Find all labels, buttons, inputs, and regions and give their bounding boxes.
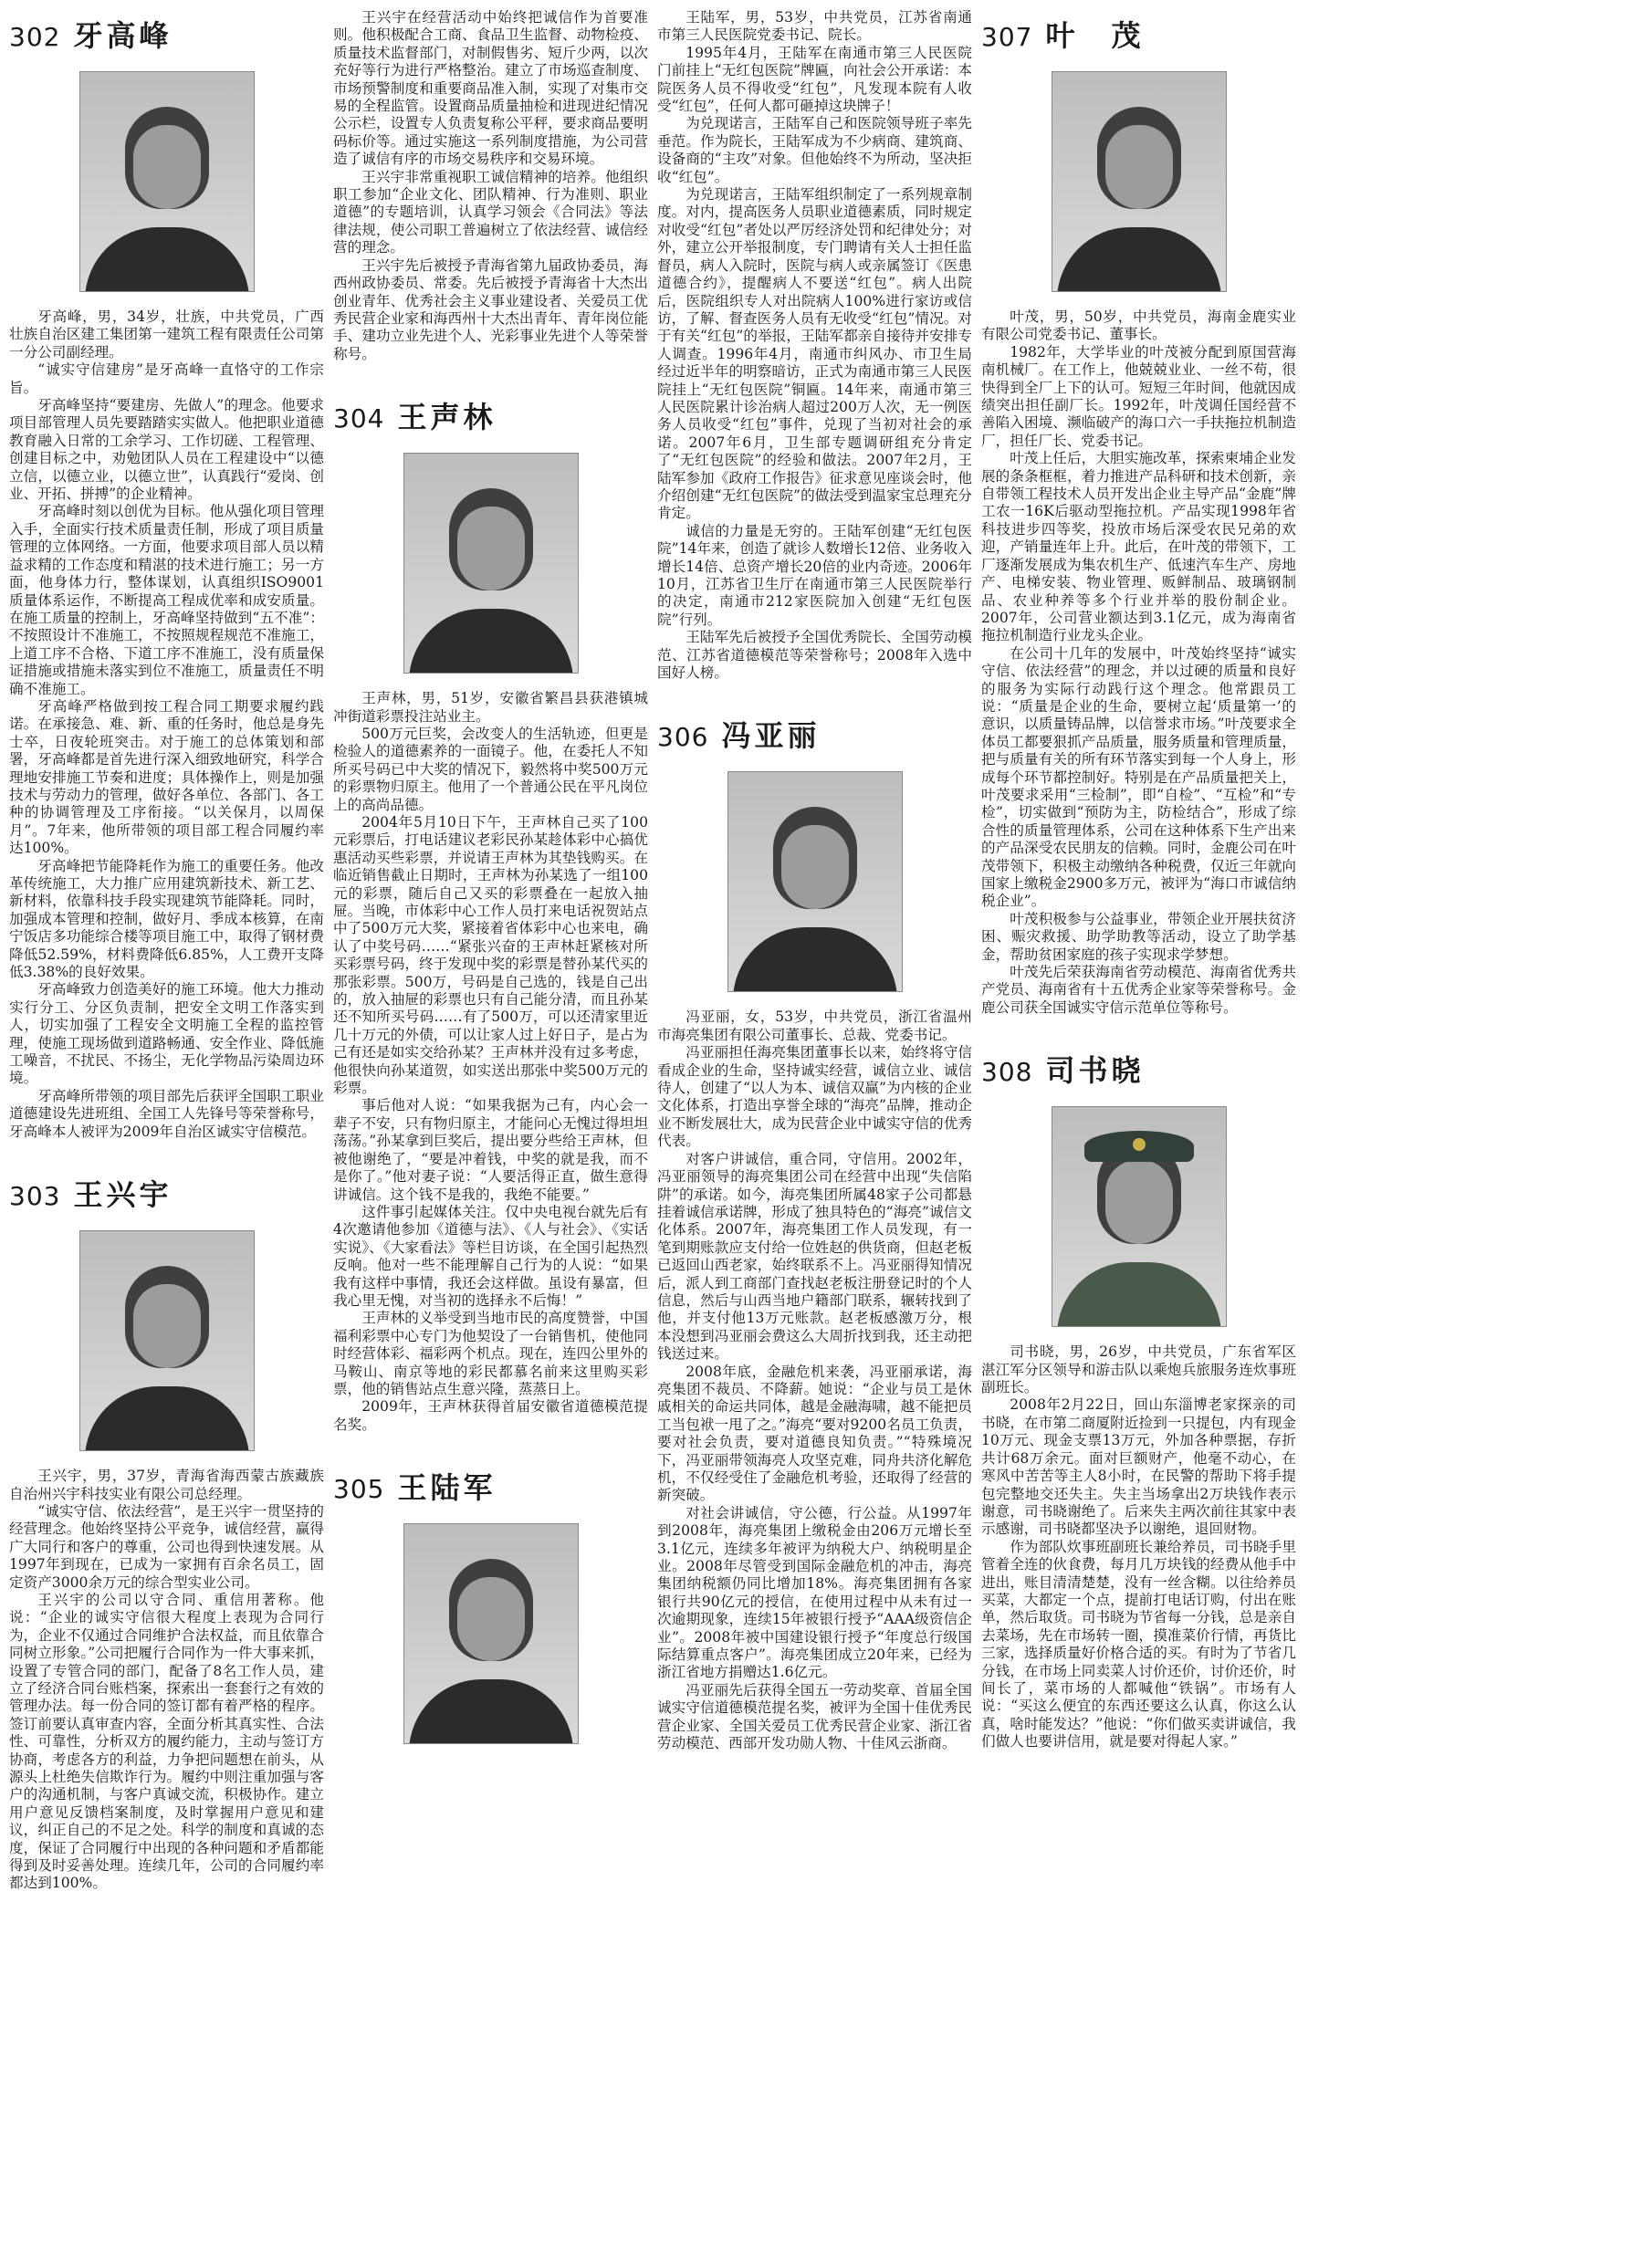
paragraph: 王陆军先后被授予全国优秀院长、全国劳动模范、江苏省道德模范等荣誉称号；2008年入选中国好人榜。 — [657, 629, 972, 682]
paragraph: 2008年2月22日，回山东淄博老家探亲的司书晓，在市第二商厦附近捡到一只提包，内有现金10万元、现金支票13万元，外加各种票据，存折共计68万余元。面对巨额财产，他毫不动心，在寒风中苦苦等主人8小时，在民警的帮助下将手提包完整地交还失主。失主当场拿出2万块钱作表示谢意，司书晓谢绝了。后来失主两次前往其家中表示感谢，司书晓都坚决予以谢绝，退回财物。 — [981, 1396, 1296, 1538]
paragraph: 对社会讲诚信，守公德，行公益。从1997年到2008年，海亮集团上缴税金由206万元增长至3.1亿元，连续多年被评为纳税大户、纳税明星企业。2008年尽管受到国际金融危机的冲击，海亮集团纳税额仍同比增加18%。海亮集团拥有各家银行共90亿元的授信，在使用过程中从未有过一次逾期现象，连续15年被银行授予“AAA级资信企业”。2008年被中国建设银行授予“年度总行级国际结算重点客户”。海亮集团成立20年来，已经为浙江省地方捐赠达1.6亿元。 — [657, 1504, 972, 1681]
paragraph: 事后他对人说：“如果我据为己有，内心会一辈子不安，只有物归原主，才能问心无愧过得坦坦荡荡。”孙某拿到巨奖后，提出要分些给王声林，但被他谢绝了，“要是冲着钱，中奖的就是我，而不是你了。”他对妻子说：“人要活得正直，做生意得讲诚信。这个钱不是我的，我绝不能要。” — [333, 1097, 648, 1203]
paragraph: 王声林，男，51岁，安徽省繁昌县获港镇城冲街道彩票投注站业主。 — [333, 690, 648, 725]
entry-header — [981, 13, 1296, 55]
paragraph: 司书晓，男，26岁，中共党员，广东省军区湛江军分区领导和游击队以乘炮兵旅服务连炊事班副班长。 — [981, 1343, 1296, 1396]
paragraph: 1995年4月，王陆军在南通市第三人民医院门前挂上“无红包医院”牌匾，向社会公开承诺：本院医务人员不得收受“红包”，凡发现本院有人收受“红包”，任何人都可砸掉这块牌子！ — [657, 44, 972, 115]
portrait-photo — [1052, 71, 1227, 292]
paragraph: 王兴宇先后被授予青海省第九届政协委员，海西州政协委员、常委。先后被授予青海省十大杰出创业青年、优秀社会主义事业建设者、关爱员工优秀民营企业家和海西州十大杰出青年、青年岗位能手、建功立业先进个人、光彩事业先进个人等荣誉称号。 — [333, 256, 648, 362]
portrait-photo — [403, 453, 579, 674]
entry-body — [333, 690, 648, 1434]
entry-name: 牙高峰 — [73, 18, 173, 53]
paragraph: 这件事引起媒体关注。仅中央电视台就先后有4次邀请他参加《道德与法》、《人与社会》、《实话实说》、《大家看法》等栏目访谈，在全国引起热烈反响。他对一些不能理解自己行为的人说：“如果我有这样中事情，我还会这样做。虽设有暴富，但我心里无愧，对当初的选择永不后悔！” — [333, 1203, 648, 1309]
paragraph: 2004年5月10日下午，王声林自己买了100元彩票后，打电话建议老彩民孙某趁体彩中心搞优惠活动买些彩票，并说请王声林为其垫钱购买。在临近销售截止日期时，王声林为孙某选了一组100元的彩票，随后自己又买的彩票叠在一起放入抽屉。当晚，市体彩中心工作人员打来电话祝贺站点中了500万元大奖，紧接着省体彩中心也来电，确认了中奖号码……“紧张兴奋的王声林赶紧核对所买彩票号码，终于发现中奖的彩票是替孙某代买的那张彩票。500万，号码是自己选的，钱是自己出的，放入抽屉的彩票也只有自己能分清，而且孙某还不知所买号码……有了500万，可以还清家里近几十万元的外债，可以让家人过上好日子，是占为己有还是如实交给孙某？王声林并没有过多考虑，他很快向孙某道贺，如实送出那张中奖500万元的彩票。 — [333, 813, 648, 1097]
entry-number: 306 — [657, 722, 709, 753]
entry-name: 王声林 — [397, 400, 497, 435]
portrait-photo — [1052, 1106, 1227, 1327]
paragraph: 牙高峰所带领的项目部先后获评全国职工职业道德建设先进班组、全国工人先锋号等荣誉称号，牙高峰本人被评为2009年自治区诚实守信模范。 — [9, 1087, 324, 1140]
entry-name: 叶 茂 — [1045, 18, 1145, 53]
paragraph: 叶茂先后荣获海南省劳动模范、海南省优秀共产党员、海南省有十五优秀企业家等荣誉称号。金鹿公司获全国诚实守信示范单位等称号。 — [981, 964, 1296, 1016]
paragraph: 王兴宇的公司以守合同、重信用著称。他说：“企业的诚实守信很大程度上表现为合同行为，企业不仅通过合同维护合法权益，而且依靠合同树立形象。”公司把履行合同作为一件大事来抓，设置了专管合同的部门，配备了8名工作人员，建立了经济合同台账档案，探索出一套套行之有效的管理办法。每一份合同的签订都有着严格的程序。签订前要认真审查内容，全面分析其真实性、合法性、可靠性，分析双方的履约能力，主动与签订方协商，考虑各方的利益，力争把问题想在前头，从源头上杜绝失信欺诈行为。履约中则注重加强与客户的沟通机制，与客户真诚交流，积极协作。建立用户意见反馈档案制度，及时掌握用户意见和建议，纠正自己的不足之处。科学的制度和真诚的态度，保证了合同履行中出现的各种问题和矛盾都能得到及时妥善处理。连续几年，公司的合同履约率都达到100%。 — [9, 1591, 324, 1892]
paragraph: 王兴宇在经营活动中始终把诚信作为首要准则。他积极配合工商、食品卫生监督、动物检疫、质量技术监督部门，对制假售劣、短斤少两，以次充好等行为进行严格整治。建立了市场巡查制度、市场预警制度和重要商品准入制，实现了对集市交易的全程监管。设置商品质量抽检和进现进纪情况公示栏，设置专人负责复称公平秤，要求商品要明码标价等。通过实施这一系列制度措施，为公司营造了诚信有序的市场交易秩序和交易环境。 — [333, 9, 648, 168]
entry-body — [9, 1468, 324, 1893]
paragraph: 诚信的力量是无穷的。王陆军创建“无红包医院”14年来，创造了就诊人数增长12倍、业务收入增长14倍、总资产增长20倍的业内奇迹。2006年10月，江苏省卫生厅在南通市第三人民医院举行的决定，南通市212家医院加入创建“无红包医院”行列。 — [657, 522, 972, 628]
entry-303-continued — [333, 9, 648, 363]
entry-header — [657, 713, 972, 755]
paragraph: 王陆军，男，53岁，中共党员，江苏省南通市第三人民医院党委书记、院长。 — [657, 9, 972, 44]
portrait-photo — [79, 71, 255, 292]
entry-header — [333, 1465, 648, 1507]
entry-name: 王兴宇 — [73, 1177, 173, 1213]
entry-name: 司书晓 — [1045, 1053, 1145, 1089]
entry-header — [9, 13, 324, 55]
paragraph: 冯亚丽先后获得全国五一劳动奖章、首届全国诚实守信道德模范提名奖，被评为全国十佳优秀民营企业家、全国关爱员工优秀民营企业家、浙江省劳动模范、西部开发功勋人物、十佳风云浙商。 — [657, 1681, 972, 1752]
paragraph: 牙高峰坚持“要建房、先做人”的理念。他要求项目部管理人员先要踏踏实实做人。他把职业道德教育融入日常的工余学习、工作切磋、工程管理、创建目标之中，劝勉团队人员在工程建设中“以德立信，以德立业，以德立世”，认真践行“爱岗、创业、开拓、拼搏”的企业精神。 — [9, 397, 324, 503]
paragraph: 牙高峰时刻以创优为目标。他从强化项目管理入手，全面实行技术质量责任制，形成了项目质量管理的立体网络。一方面，他要求项目部人员以精益求精的工作态度和精湛的技术进行施工；另一方面，他身体力行，整体谋划，认真组织ISO9001质量体系运作，不断提高工程成优率和成安质量。在施工质量的控制上，牙高峰坚持做到“五不准”：不按照设计不准施工，不按照规程规范不准施工，上道工序不合格、下道工序不准施工，没有质量保证措施或措施未落实到位不准施工，质量责任不明确不准施工。 — [9, 503, 324, 697]
entry-body — [981, 308, 1296, 1017]
entry-body — [981, 1343, 1296, 1751]
entry-number: 308 — [981, 1057, 1033, 1088]
paragraph: 王兴宇，男，37岁，青海省海西蒙古族藏族自治州兴宇科技实业有限公司总经理。 — [9, 1468, 324, 1502]
paragraph: 冯亚丽，女，53岁，中共党员，浙江省温州市海亮集团有限公司董事长、总裁、党委书记。 — [657, 1009, 972, 1043]
column-2 — [333, 9, 648, 2263]
paragraph: “诚实守信、依法经营”，是王兴宇一贯坚持的经营理念。他始终坚持公平竞争，诚信经营，赢得广大同行和客户的尊重，公司也得到快速发展。从1997年到现在，已成为一家拥有百余名员工，固定资产3000余万元的综合型实业公司。 — [9, 1502, 324, 1591]
portrait-photo — [79, 1230, 255, 1451]
paragraph: 王声林的义举受到当地市民的高度赞誉，中国福利彩票中心专门为他契设了一台销售机，使他同时经营体彩、福彩两个机点。现在，连四公里外的马鞍山、南京等地的彩民都慕名前来这里购买彩票，他的销售站点生意兴隆，蒸蒸日上。 — [333, 1310, 648, 1397]
entry-number: 307 — [981, 22, 1033, 52]
paragraph: 牙高峰把节能降耗作为施工的重要任务。他改革传统施工，大力推广应用建筑新技术、新工艺、新材料，依靠科技手段实现建筑节能降耗。同时，加强成本管理和控制，做好月、季成本核算，在南宁饭店多功能综合楼等项目施工中，取得了钢材费降低52.59%，材料费降低6.85%，人工费开支降低3.38%的良好效果。 — [9, 857, 324, 981]
portrait-photo — [403, 1523, 579, 1744]
paragraph: 2008年底，金融危机来袭，冯亚丽承诺，海亮集团不裁员、不降薪。她说：“企业与员工是休戚相关的命运共同体，越是金融海啸，越不能把员工当包袱一甩了之。”海亮“要对9200名员工负责，要对社会负责，要对道德良知负责。”“特殊境况下，冯亚丽带领海亮人攻坚克难，同舟共济化解危机，不仅经受住了金融危机考验，还取得了经营的新突破。 — [657, 1363, 972, 1504]
entry-304 — [333, 394, 648, 1434]
entry-307 — [981, 13, 1296, 1017]
entry-number: 302 — [9, 22, 61, 52]
entry-302 — [9, 13, 324, 1141]
entry-body — [9, 308, 324, 1141]
paragraph: 为兑现诺言，王陆军自己和医院领导班子率先垂范。作为院长，王陆军成为不少病商、建筑商、设备商的“主攻”对象。但他始终不为所动，坚决拒收“红包”。 — [657, 115, 972, 185]
paragraph: 1982年，大学毕业的叶茂被分配到原国营海南机械厂。在工作上，他兢兢业业、一丝不苟，很快得到全厂上下的认可。短短三年时间，他就因成绩突出担任副厂长。1992年，叶茂调任国经营不善陷入困境、濒临破产的海口六一手扶拖拉机制造厂，担任厂长、党委书记。 — [981, 343, 1296, 449]
entry-body — [657, 1009, 972, 1752]
paragraph: 冯亚丽担任海亮集团董事长以来，始终将守信看成企业的生命，坚持诚实经营，诚信立业、诚信待人，创建了“以人为本、诚信双赢”为内核的企业文化体系，打造出享誉全球的“海亮”品牌，推动企业不断发展壮大，成为民营企业中诚实守信的优秀代表。 — [657, 1044, 972, 1150]
entry-header — [9, 1172, 324, 1214]
entry-name: 王陆军 — [397, 1470, 497, 1506]
paragraph: 牙高峰，男，34岁，壮族，中共党员，广西壮族自治区建工集团第一建筑工程有限责任公司第一分公司副经理。 — [9, 308, 324, 361]
entry-header — [981, 1048, 1296, 1090]
portrait-photo — [727, 771, 903, 992]
entry-308 — [981, 1048, 1296, 1751]
entry-305-body — [657, 9, 972, 682]
entry-name: 冯亚丽 — [721, 718, 821, 754]
column-3 — [657, 9, 972, 2263]
paragraph: 2009年，王声林获得首届安徽省道德模范提名奖。 — [333, 1398, 648, 1433]
entry-header — [333, 394, 648, 436]
paragraph: 叶茂积极参与公益事业，带领企业开展扶贫济困、赈灾救援、助学助教等活动，设立了助学基金，帮助贫困家庭的孩子实现求学梦想。 — [981, 910, 1296, 963]
paragraph: 在公司十几年的发展中，叶茂始终坚持“诚实守信、依法经营”的理念，并以过硬的质量和良好的服务为实际行动践行这个理念。他常跟员工说：“质量是企业的生命，要树立起‘质量第一’的意识，以质量铸品牌，以信誉求市场。”叶茂要求全体员工都要狠抓产品质量，服务质量和管理质量，把与质量有关的所有环节落实到每一个人身上，形成每个环节都控制好。特别是在产品质量把关上，叶茂要求采用“三检制”，即“自检”、“互检”和“专检”，切实做到“预防为主，防检结合”，形成了综合性的质量管理体系，公司在这种体系下生产出来的产品深受农民朋友的信赖。同时，金鹿公司在叶茂带领下，积极主动缴纳各种税费，仅近三年就向国家上缴税金2900多万元，被评为“海口市诚信纳税企业”。 — [981, 644, 1296, 910]
entry-306 — [657, 713, 972, 1752]
paragraph: 牙高峰致力创造美好的施工环境。他大力推动实行分工、分区负责制，把安全文明工作落实到人，切实加强了工程安全文明施工全程的监控管理，使施工现场做到道路畅通、安全作业、降低施工噪音，不扰民、不扬尘，无化学物品污染周边环境。 — [9, 981, 324, 1087]
entry-number: 304 — [333, 403, 385, 434]
paragraph: 500万元巨奖，会改变人的生活轨迹，但更是检验人的道德素养的一面镜子。他，在委托人不知所买号码已中大奖的情况下，毅然将中奖500万元的彩票物归原主。他用了一个普通公民在平凡岗位上的高尚品德。 — [333, 725, 648, 813]
paragraph: 作为部队炊事班副班长兼给养员，司书晓手里管着全连的伙食费，每月几万块钱的经费从他手中进出，账目清清楚楚，没有一丝含糊。以往给养员买菜，大都定一个点，提前打电话订购，付出在账单，然后取货。司书晓为节省每一分钱，总是亲自去菜场，先在市场转一圈，摸准菜价行情，再货比三家，选择质量好价格合适的买。有时为了节省几分钱，在市场上同卖菜人讨价还价，讨价还价，时间长了，菜市场的人都喊他“铁锅”。市场有人说：“买这么便宜的东西还要这么认真，你这么认真，啥时能发达？”他说：“你们做买卖讲诚信，我们做人也要讲信用，就是要对得起人家。” — [981, 1538, 1296, 1751]
column-1 — [9, 9, 324, 2263]
column-4 — [981, 9, 1296, 2263]
entry-305 — [333, 1465, 648, 1744]
paragraph: 对客户讲诚信，重合同，守信用。2002年，冯亚丽领导的海亮集团公司在经营中出现“失信陷阱”的承诺。如今，海亮集团所属48家子公司都悬挂着诚信承诺牌，形成了独具特色的“海亮”诚信文化体系。2007年，海亮集团工作人员发现，有一笔到期账款应支付给一位姓赵的供货商，但赵老板已返回山西老家，始终联系不上。冯亚丽得知情况后，派人到工商部门查找赵老板注册登记时的个人信息，然后与山西当地户籍部门联系，辗转找到了他，并支付他13万元账款。赵老板感激万分，根本没想到冯亚丽会费这么大周折找到我，还主动把钱送过来。 — [657, 1150, 972, 1363]
entry-303 — [9, 1172, 324, 1893]
paragraph: “诚实守信建房”是牙高峰一直恪守的工作宗旨。 — [9, 361, 324, 396]
paragraph: 牙高峰严格做到按工程合同工期要求履约践诺。在承接急、难、新、重的任务时，他总是身先士卒，日夜轮班突击。对于施工的总体策划和部署，牙高峰都是首先进行深入细致地研究，科学合理地安排施工节奏和进度；具体操作上，则是加强技术与劳动力的管理，做好各单位、各部门、各工种的协调管理及工序衔接。“以关保月，以周保月”。7年来，他所带领的项目部工程合同履约率达100%。 — [9, 697, 324, 857]
paragraph: 叶茂上任后，大胆实施改革，探索柬埔企业发展的条条框框，着力推进产品科研和技术创新，亲自带领工程技术人员开发出企业主导产品“金鹿”牌工农一16K后驱动型拖拉机。产品实现1998年省科技进步四等奖，投放市场后深受农民兄弟的欢迎，产销量连年上升。此后，在叶茂的带领下，工厂逐渐发展成为集农机生产、低速汽车生产、房地产、电梯安装、物业管理、贩鲜制品、玻璃钢制品、农业种养等多个行业并举的股份制企业。2007年，公司营业额达到3.1亿元，成为海南省拖拉机制造行业龙头企业。 — [981, 450, 1296, 644]
entry-number: 305 — [333, 1474, 385, 1505]
paragraph: 为兑现诺言，王陆军组织制定了一系列规章制度。对内，提高医务人员职业道德素质，同时规定对收受“红包”者处以严厉经济处罚和纪律处分；对外，建立公开举报制度，专门聘请有关人士担任监督员，病人入院时，医院与病人或亲属签订《医患道德合约》，提醒病人不要送“红包”。病人出院后，医院组织专人对出院病人100%进行家访或信访，了解、督查医务人员有无收受“红包”情况。对于有关“红包”的举报，王陆军都亲自接待并安排专人调查。1996年4月，南通市纠风办、市卫生局经过近半年的明察暗访，正式为南通市第三人民医院挂上“无红包医院”铜匾。14年来，南通市第三人民医院累计诊治病人超过200万人次，无一例医务人员收受“红包”事件，兑现了当初对社会的承诺。2007年6月，卫生部专题调研组充分肯定了“无红包医院”的经验和做法。2007年2月，王陆军参加《政府工作报告》征求意见座谈会时，他介绍创建“无红包医院”的做法受到温家宝总理充分肯定。 — [657, 186, 972, 522]
paragraph: 叶茂，男，50岁，中共党员，海南金鹿实业有限公司党委书记、董事长。 — [981, 308, 1296, 343]
entry-number: 303 — [9, 1181, 61, 1212]
paragraph: 王兴宇非常重视职工诚信精神的培养。他组织职工参加“企业文化、团队精神、行为准则、职业道德”的专题培训，认真学习领会《合同法》等法律法规，使公司职工普遍树立了依法经营、诚信经营的理念。 — [333, 168, 648, 256]
